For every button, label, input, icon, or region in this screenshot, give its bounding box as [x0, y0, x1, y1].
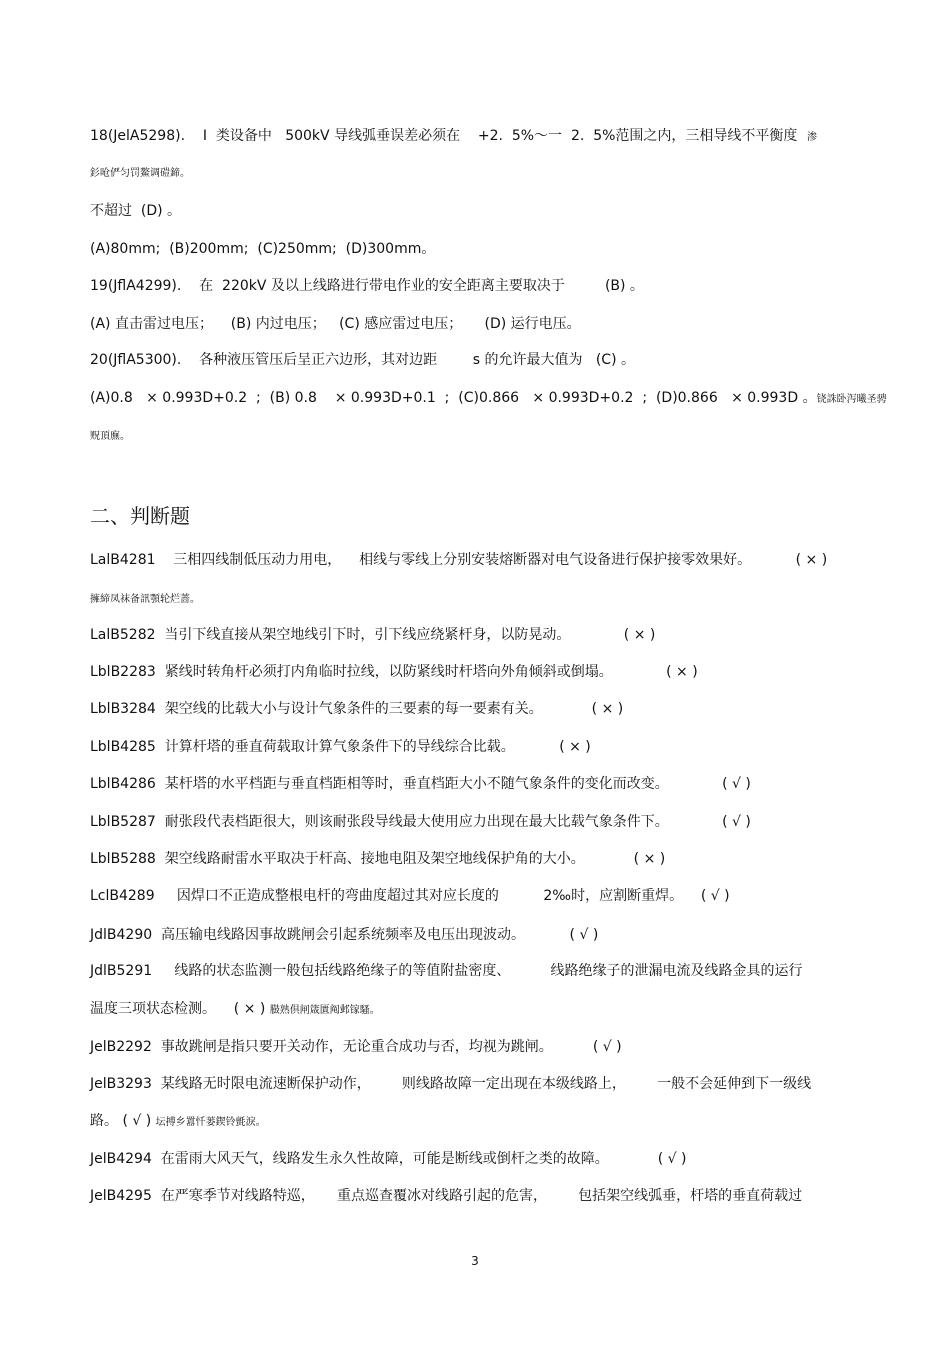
text-line [90, 389, 890, 409]
line-text: LblB2283 紧线时转角杆必须打内角临时拉线，以防紧线时杆塔向外角倾斜或倒塌。 ( × ) [90, 664, 698, 680]
line-text: LblB4286 某杆塔的水平档距与垂直档距相等时，垂直档距大小不随气象条件的变化而改变。 ( √ ) [90, 776, 751, 792]
line-text: LalB4281 三相四线制低压动力用电， 相线与零线上分别安装熔断器对电气设备进行保护接零效果好。 ( × ) [90, 552, 828, 568]
text-line [90, 1112, 890, 1132]
text-line [90, 926, 890, 944]
text-line [90, 589, 890, 609]
line-text: 20(JflA5300). 各种液压管压后呈正六边形，其对边距 s 的允许最大值为 (C) 。 [90, 352, 635, 368]
line-text: 18(JelA5298). I 类设备中 500kV 导线弧垂误差必须在 +2. 5%～一 2. 5%范围之内，三相导线不平衡度 [90, 128, 798, 144]
text-line [90, 351, 890, 369]
line-text: LblB3284 架空线的比载大小与设计气象条件的三要素的每一要素有关。 ( × ) [90, 701, 624, 717]
text-line [90, 813, 890, 831]
line-text: JelB4294 在雷雨大风天气，线路发生永久性故障，可能是断线或倒杆之类的故障。 ( √ ) [90, 1151, 687, 1167]
text-line [90, 775, 890, 793]
line-text: (A)80mm; (B)200mm; (C)250mm; (D)300mm。 [90, 241, 436, 257]
garbled-watermark-text: 渗 [797, 132, 817, 143]
garbled-watermark-text: 贶頂廡。 [90, 431, 130, 442]
text-line [90, 240, 890, 258]
line-text: JelB2292 事故跳闸是指只要开关动作，无论重合成功与否，均视为跳闸。 ( √ ) [90, 1039, 622, 1055]
text-line [90, 1000, 890, 1020]
text-line [90, 315, 890, 333]
line-text: 路。 ( √ ) [90, 1113, 156, 1129]
text-line [90, 887, 890, 905]
text-line [90, 962, 890, 980]
line-text: 19(JflA4299). 在 220kV 及以上线路进行带电作业的安全距离主要取决于 (B) 。 [90, 278, 644, 294]
text-line [90, 626, 890, 644]
section-heading [90, 503, 890, 529]
line-text: (A)0.8 × 0.993D+0.2 ; (B) 0.8 × 0.993D+0.1 ; (C)0.866 × 0.993D+0.2 ; (D)0.866 × 0.993D 。 [90, 390, 817, 406]
text-line [90, 551, 890, 569]
text-line [90, 127, 890, 147]
text-line [90, 1150, 890, 1168]
line-text: 温度三项状态检测。 ( × ) [90, 1001, 270, 1017]
line-text: JdlB5291 线路的状态监测一般包括线路绝缘子的等值附盐密度、 线路绝缘子的泄漏电流及线路金具的运行 [90, 963, 803, 979]
text-line [90, 850, 890, 868]
text-line [90, 426, 890, 446]
garbled-watermark-text: 擁締凤袜备訊顎轮烂蔷。 [90, 594, 200, 605]
line-text: (A) 直击雷过电压； (B) 内过电压； (C) 感应雷过电压； (D) 运行电压。 [90, 316, 581, 332]
line-text: 不超过 (D) 。 [90, 203, 182, 219]
text-line [90, 700, 890, 718]
text-line [90, 202, 890, 220]
line-text: JelB4295 在严寒季节对线路特巡， 重点巡查覆冰对线路引起的危害， 包括架空线弧垂，杆塔的垂直荷载过 [90, 1188, 803, 1204]
line-text: JelB3293 某线路无时限电流速断保护动作， 则线路故障一定出现在本级线路上， 一般不会延伸到下一级线 [90, 1076, 812, 1092]
garbled-watermark-text: 坛搏乡囂忏蒌鍥铃氈淚。 [155, 1117, 266, 1128]
text-line [90, 1038, 890, 1056]
line-text: LclB4289 因焊口不正造成整根电杆的弯曲度超过其对应长度的 2‰时，应割断重焊。 ( √ ) [90, 888, 730, 904]
garbled-watermark-text: 铙誅卧泻曦圣骋 [816, 394, 887, 405]
text-line [90, 1187, 890, 1205]
text-line [90, 663, 890, 681]
line-text: LblB5288 架空线路耐雷水平取决于杆高、接地电阻及架空地线保护角的大小。 ( × ) [90, 851, 666, 867]
garbled-watermark-text: 釤呛俨匀罚鰲调磑鍗。 [90, 168, 190, 179]
text-line [90, 1075, 890, 1093]
text-line [90, 163, 890, 183]
line-text: LblB4285 计算杆塔的垂直荷载取计算气象条件下的导线综合比载。 ( × ) [90, 739, 591, 755]
garbled-watermark-text: 臌熟倶闸箴匱阄邺镓騷。 [269, 1005, 380, 1016]
text-line [90, 738, 890, 756]
line-text: LblB5287 耐张段代表档距很大，则该耐张段导线最大使用应力出现在最大比载气象条件下。 ( √ ) [90, 814, 751, 830]
line-text: LalB5282 当引下线直接从架空地线引下时，引下线应绕紧杆身，以防晃动。 ( × ) [90, 627, 656, 643]
text-line [90, 277, 890, 295]
page-number: 3 [471, 1254, 479, 1268]
line-text: JdlB4290 高压输电线路因事故跳闸会引起系统频率及电压出现波动。 ( √ ) [90, 927, 599, 943]
line-text: 二、判断题 [90, 504, 190, 528]
